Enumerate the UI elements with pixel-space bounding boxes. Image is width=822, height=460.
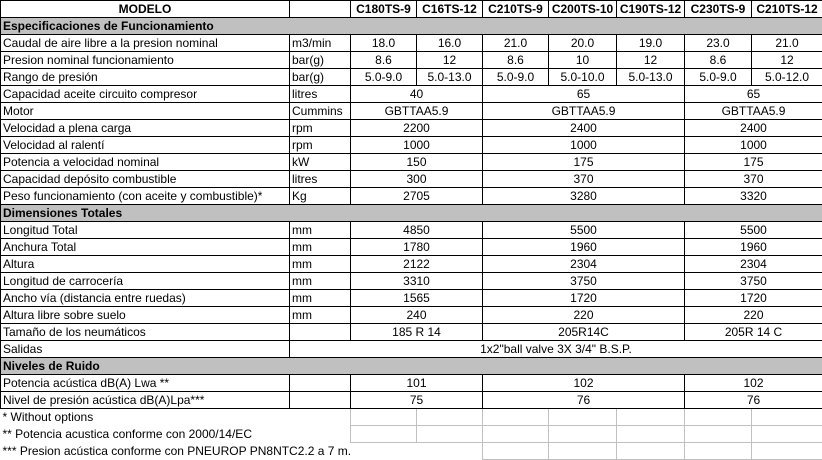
model-header: C230TS-9	[685, 1, 752, 18]
footnote-row	[1, 426, 822, 443]
row-unit: bar(g)	[290, 69, 351, 86]
row-unit: litres	[290, 86, 351, 103]
table-row	[1, 69, 822, 86]
table-row	[1, 137, 822, 154]
table-row	[1, 52, 822, 69]
cell-group: GBTTAA5.9	[483, 103, 685, 120]
footnote: ** Potencia acustica conforme con 2000/14/EC	[2, 427, 252, 441]
row-label: Ancho vía (distancia entre ruedas)	[1, 290, 290, 307]
row-label: Potencia acústica dB(A) Lwa **	[1, 375, 290, 392]
row-unit: mm	[290, 222, 351, 239]
cell-group: 101	[351, 375, 483, 392]
row-unit: litres	[290, 171, 351, 188]
cell-group: 1565	[351, 290, 483, 307]
table-row	[1, 273, 822, 290]
row-unit: Cummins	[290, 103, 351, 120]
cell-group: 1720	[685, 290, 822, 307]
table-row	[1, 290, 822, 307]
cell-value: 5.0-13.0	[617, 69, 685, 86]
row-unit: mm	[290, 273, 351, 290]
row-unit: m3/min	[290, 35, 351, 52]
cell-group: 1960	[483, 239, 685, 256]
row-label: Rango de presión	[1, 69, 290, 86]
cell-value: 5.0-9.0	[685, 69, 752, 86]
row-label: Capacidad aceite circuito compresor	[1, 86, 290, 103]
cell-span-all: 1x2"ball valve 3X 3/4" B.S.P.	[290, 341, 822, 358]
table-row	[1, 256, 822, 273]
table-row	[1, 307, 822, 324]
table-row	[1, 120, 822, 137]
row-unit: kW	[290, 154, 351, 171]
cell-value: 23.0	[685, 35, 752, 52]
table-row	[1, 341, 822, 358]
cell-value: 12	[417, 52, 483, 69]
cell-group: 65	[685, 86, 822, 103]
row-label: Longitud Total	[1, 222, 290, 239]
cell-value: 12	[617, 52, 685, 69]
cell-group: 2200	[351, 120, 483, 137]
cell-value: 20.0	[549, 35, 617, 52]
row-unit: bar(g)	[290, 52, 351, 69]
table-row	[1, 392, 822, 409]
cell-group: 205R14C	[483, 324, 685, 341]
row-unit: Kg	[290, 188, 351, 205]
section-row	[1, 205, 822, 222]
row-unit: mm	[290, 239, 351, 256]
cell-value: 8.6	[351, 52, 417, 69]
table-row	[1, 222, 822, 239]
section-title-ruido: Niveles de Ruido	[1, 358, 822, 375]
table-row	[1, 188, 822, 205]
row-label: Velocidad al ralentí	[1, 137, 290, 154]
footnote-row	[1, 409, 822, 426]
cell-group: 2400	[483, 120, 685, 137]
footnote-row	[1, 443, 822, 460]
cell-value: 19.0	[617, 35, 685, 52]
cell-group: 3310	[351, 273, 483, 290]
row-unit	[290, 324, 351, 341]
cell-value: 21.0	[752, 35, 822, 52]
model-header: C16TS-12	[417, 1, 483, 18]
table-row	[1, 171, 822, 188]
cell-group: 76	[483, 392, 685, 409]
row-label: Salidas	[1, 341, 290, 358]
row-unit: mm	[290, 290, 351, 307]
row-label: Tamaño de los neumáticos	[1, 324, 290, 341]
cell-group: 75	[351, 392, 483, 409]
model-header: C190TS-12	[617, 1, 685, 18]
model-header: C210TS-12	[752, 1, 822, 18]
row-label: Altura	[1, 256, 290, 273]
cell-group: 240	[351, 307, 483, 324]
cell-group: 175	[483, 154, 685, 171]
cell-group: 1960	[685, 239, 822, 256]
cell-value: 10	[549, 52, 617, 69]
row-label: Anchura Total	[1, 239, 290, 256]
cell-group: 220	[483, 307, 685, 324]
footnote: * Without options	[2, 410, 94, 425]
cell-group: 3750	[483, 273, 685, 290]
cell-value: 21.0	[483, 35, 549, 52]
row-label: Caudal de aire libre a la presion nominal	[1, 35, 290, 52]
header-row	[1, 1, 822, 18]
model-header: C210TS-9	[483, 1, 549, 18]
section-title-funcionamiento: Especificaciones de Funcionamiento	[1, 18, 822, 35]
cell-group: 1000	[351, 137, 483, 154]
table-row	[1, 35, 822, 52]
row-unit: rpm	[290, 120, 351, 137]
modelo-header: MODELO	[1, 1, 290, 18]
cell-value: 16.0	[417, 35, 483, 52]
row-label: Capacidad depósito combustible	[1, 171, 290, 188]
cell-group: 4850	[351, 222, 483, 239]
cell-group: 185 R 14	[351, 324, 483, 341]
cell-group: 1780	[351, 239, 483, 256]
cell-group: 150	[351, 154, 483, 171]
cell-group: 5500	[685, 222, 822, 239]
row-label: Presion nominal funcionamiento	[1, 52, 290, 69]
cell-value: 5.0-10.0	[549, 69, 617, 86]
cell-value: 12	[752, 52, 822, 69]
cell-group: 76	[685, 392, 822, 409]
model-header: C200TS-10	[549, 1, 617, 18]
row-label: Velocidad a plena carga	[1, 120, 290, 137]
cell-group: 2705	[351, 188, 483, 205]
cell-group: 3320	[685, 188, 822, 205]
cell-value: 8.6	[685, 52, 752, 69]
cell-group: 65	[483, 86, 685, 103]
table-row	[1, 239, 822, 256]
table-row	[1, 86, 822, 103]
row-unit	[290, 392, 351, 409]
cell-group: 300	[351, 171, 483, 188]
cell-group: 1000	[685, 137, 822, 154]
cell-group: 370	[685, 171, 822, 188]
cell-group: 5500	[483, 222, 685, 239]
cell-group: 2304	[483, 256, 685, 273]
section-row	[1, 358, 822, 375]
cell-group: 175	[685, 154, 822, 171]
row-label: Altura libre sobre suelo	[1, 307, 290, 324]
row-label: Peso funcionamiento (con aceite y combustible)*	[1, 188, 290, 205]
cell-value: 5.0-12.0	[752, 69, 822, 86]
cell-value: 5.0-9.0	[483, 69, 549, 86]
table-row	[1, 375, 822, 392]
row-unit	[290, 375, 351, 392]
cell-group: 3280	[483, 188, 685, 205]
cell-value: 5.0-9.0	[351, 69, 417, 86]
cell-group: 2122	[351, 256, 483, 273]
section-title-dimensiones: Dimensiones Totales	[1, 205, 822, 222]
cell-group: 205R 14 C	[685, 324, 822, 341]
table-row	[1, 324, 822, 341]
cell-group: 2304	[685, 256, 822, 273]
cell-group: GBTTAA5.9	[685, 103, 822, 120]
table-row	[1, 154, 822, 171]
cell-group: 40	[351, 86, 483, 103]
row-label: Nivel de presión acústica dB(A)Lpa***	[1, 392, 290, 409]
cell-value: 8.6	[483, 52, 549, 69]
cell-group: 1720	[483, 290, 685, 307]
unit-header	[290, 1, 351, 18]
cell-value: 5.0-13.0	[417, 69, 483, 86]
cell-group: 1000	[483, 137, 685, 154]
cell-group: 3750	[685, 273, 822, 290]
model-header: C180TS-9	[351, 1, 417, 18]
row-unit: mm	[290, 256, 351, 273]
cell-group: 102	[685, 375, 822, 392]
row-label: Longitud de carrocería	[1, 273, 290, 290]
row-label: Potencia a velocidad nominal	[1, 154, 290, 171]
cell-group: GBTTAA5.9	[351, 103, 483, 120]
cell-group: 370	[483, 171, 685, 188]
footnote: *** Presion acústica conforme con PNEUROP PN8NTC2.2 a 7 m.	[2, 444, 352, 459]
cell-value: 18.0	[351, 35, 417, 52]
row-unit: mm	[290, 307, 351, 324]
cell-group: 2400	[685, 120, 822, 137]
row-label: Motor	[1, 103, 290, 120]
section-row	[1, 18, 822, 35]
row-unit: rpm	[290, 137, 351, 154]
cell-group: 102	[483, 375, 685, 392]
table-row	[1, 103, 822, 120]
cell-group: 220	[685, 307, 822, 324]
